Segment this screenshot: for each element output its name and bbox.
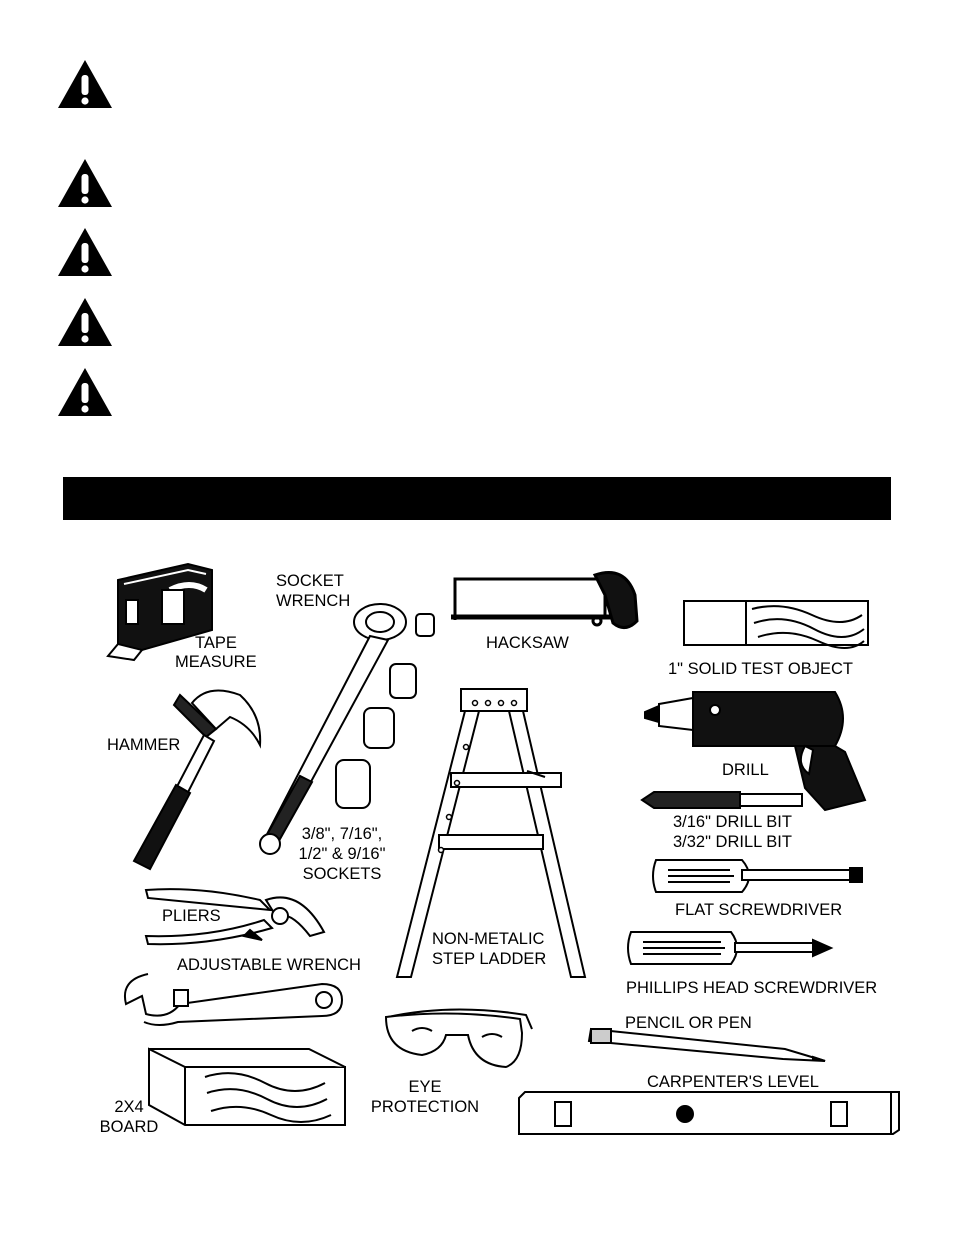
flat-screwdriver-icon [650,856,865,896]
label-line: STEP LADDER [432,950,547,968]
pencil-label: PENCIL OR PEN [625,1014,752,1032]
warning-triangle-icon [56,226,114,278]
label-line: 3/16" DRILL BIT [673,813,792,831]
label-line: BOARD [99,1118,159,1136]
tape-measure-label-line2: MEASURE [175,653,257,671]
adjustable-wrench-label: ADJUSTABLE WRENCH [177,956,361,974]
hacksaw-label: HACKSAW [486,634,569,652]
test-object-label: 1" SOLID TEST OBJECT [668,660,853,678]
label-line: SOCKETS [302,865,382,883]
label-line: 1/2" & 9/16" [298,845,386,863]
drill-bit-icon [640,788,805,812]
section-header-bar [63,477,891,520]
warning-triangle-icon [56,296,114,348]
label-line: 3/32" DRILL BIT [673,833,792,851]
warning-triangle-icon [56,366,114,418]
safety-glasses-icon [382,995,537,1075]
drill-bit-label [673,812,792,852]
adjustable-wrench-icon [118,968,348,1028]
step-ladder-label [432,929,546,969]
hammer-icon [120,685,270,875]
label-line: EYE [408,1078,442,1096]
socket-wrench-label [276,571,350,611]
label-line: NON-METALIC [432,930,545,948]
label-line: 2X4 [114,1098,144,1116]
label-line: 3/8", 7/16", [301,825,383,843]
eye-protection-label [368,1077,482,1117]
drill-label: DRILL [722,761,769,779]
label-line: PROTECTION [370,1098,480,1116]
sockets-label [290,824,394,884]
test-object-block-icon [680,595,875,650]
pliers-label: PLIERS [162,907,221,925]
phillips-screwdriver-label: PHILLIPS HEAD SCREWDRIVER [626,979,878,997]
label-line: SOCKET [276,572,344,590]
tape-measure-label-line1: TAPE [195,634,237,652]
board-label [96,1097,162,1137]
flat-screwdriver-label: FLAT SCREWDRIVER [675,901,843,919]
carpenters-level-icon [515,1090,905,1136]
level-label: CARPENTER'S LEVEL [647,1073,819,1091]
warning-triangle-icon [56,58,114,110]
label-line: WRENCH [276,592,351,610]
hacksaw-icon [445,565,645,640]
warning-triangle-icon [56,157,114,209]
board-2x4-icon [145,1045,350,1130]
hammer-label: HAMMER [107,736,181,754]
phillips-screwdriver-icon [625,928,835,968]
